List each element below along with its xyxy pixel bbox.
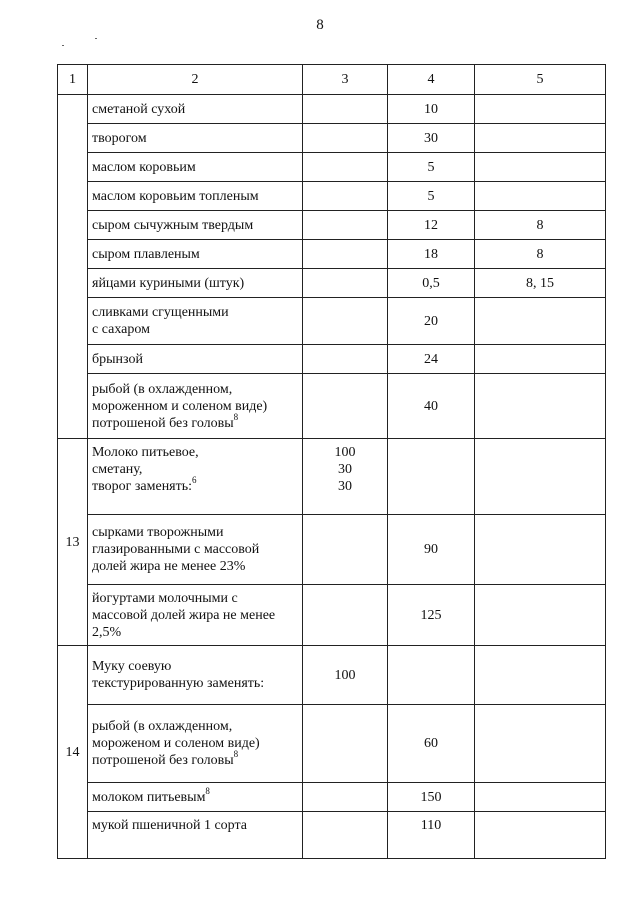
notes-cell [475, 374, 606, 439]
table-row [58, 182, 606, 211]
product-cell: брынзой [88, 345, 303, 374]
quantity-cell: 100 [303, 646, 388, 705]
quantity-cell [303, 298, 388, 345]
substitute-quantity-cell: 20 [388, 298, 475, 345]
notes-cell [475, 298, 606, 345]
product-cell: творогом [88, 124, 303, 153]
quantity-cell [303, 345, 388, 374]
nutrition-substitution-table [57, 64, 606, 859]
product-text: молоком питьевым [92, 789, 206, 805]
column-header: 1 [58, 65, 88, 95]
product-text: рыбой (в охлажденном, мороженом и соленом виде) потрошеной без головы [92, 719, 260, 768]
page-number: 8 [316, 17, 324, 33]
table-row [58, 269, 606, 298]
notes-cell [475, 515, 606, 585]
substitute-quantity-cell: 110 [388, 812, 475, 859]
product-cell: Муку соевую текстурированную заменять: [88, 646, 303, 705]
quantity-cell [303, 585, 388, 646]
product-cell: сметаной сухой [88, 95, 303, 124]
substitute-quantity-cell: 12 [388, 211, 475, 240]
notes-cell [475, 646, 606, 705]
substitute-quantity-cell: 125 [388, 585, 475, 646]
substitute-quantity-cell: 150 [388, 783, 475, 812]
table-row [58, 211, 606, 240]
table-row [58, 705, 606, 783]
notes-cell [475, 439, 606, 515]
product-cell [88, 439, 303, 515]
product-text: Молоко питьевое, сметану, творог заменять: [92, 445, 199, 494]
product-cell: яйцами куриными (штук) [88, 269, 303, 298]
quantity-cell [303, 124, 388, 153]
notes-cell [475, 345, 606, 374]
substitute-quantity-cell: 90 [388, 515, 475, 585]
quantity-cell [303, 153, 388, 182]
notes-cell [475, 124, 606, 153]
product-cell: сырками творожными глазированными с массовой долей жира не менее 23% [88, 515, 303, 585]
table-row [58, 240, 606, 269]
quantity-cell [303, 783, 388, 812]
footnote-marker: 8 [233, 749, 239, 760]
notes-cell: 8 [475, 211, 606, 240]
column-header: 4 [388, 65, 475, 95]
table-row [58, 783, 606, 812]
substitute-quantity-cell: 60 [388, 705, 475, 783]
substitute-quantity-cell: 30 [388, 124, 475, 153]
row-number-cell: 13 [58, 439, 88, 646]
column-header: 5 [475, 65, 606, 95]
table-row [58, 515, 606, 585]
substitute-quantity-cell: 5 [388, 153, 475, 182]
footnote-marker: 6 [192, 475, 197, 486]
notes-cell [475, 153, 606, 182]
table-row [58, 812, 606, 859]
table-header-row [58, 65, 606, 95]
product-cell: сливками сгущенными с сахаром [88, 298, 303, 345]
substitute-quantity-cell: 24 [388, 345, 475, 374]
scan-speck [62, 45, 64, 46]
notes-cell [475, 585, 606, 646]
quantity-cell: 100 30 30 [303, 439, 388, 515]
substitute-quantity-cell: 5 [388, 182, 475, 211]
notes-cell: 8 [475, 240, 606, 269]
quantity-cell [303, 515, 388, 585]
substitute-quantity-cell: 40 [388, 374, 475, 439]
product-cell [88, 374, 303, 439]
product-text: рыбой (в охлажденном, мороженном и соленом виде) потрошеной без головы [92, 381, 268, 431]
table-row [58, 124, 606, 153]
product-cell: маслом коровьим топленым [88, 182, 303, 211]
quantity-cell [303, 211, 388, 240]
notes-cell [475, 95, 606, 124]
column-header: 3 [303, 65, 388, 95]
product-cell: йогуртами молочными с массовой долей жира не менее 2,5% [88, 585, 303, 646]
column-header: 2 [88, 65, 303, 95]
product-cell [88, 705, 303, 783]
table-row [58, 585, 606, 646]
quantity-cell [303, 269, 388, 298]
quantity-cell [303, 374, 388, 439]
substitute-quantity-cell: 0,5 [388, 269, 475, 298]
quantity-cell [303, 705, 388, 783]
product-cell [88, 783, 303, 812]
quantity-cell [303, 182, 388, 211]
table-row [58, 153, 606, 182]
quantity-cell [303, 812, 388, 859]
notes-cell [475, 182, 606, 211]
table-row [58, 298, 606, 345]
product-cell: сыром сычужным твердым [88, 211, 303, 240]
notes-cell: 8, 15 [475, 269, 606, 298]
notes-cell [475, 705, 606, 783]
substitute-quantity-cell [388, 646, 475, 705]
notes-cell [475, 812, 606, 859]
table-row [58, 95, 606, 124]
table-row [58, 646, 606, 705]
table-row [58, 439, 606, 515]
row-number-cell [58, 95, 88, 439]
notes-cell [475, 783, 606, 812]
row-number-cell: 14 [58, 646, 88, 859]
product-cell: сыром плавленым [88, 240, 303, 269]
footnote-marker: 8 [205, 785, 210, 796]
substitute-quantity-cell [388, 439, 475, 515]
quantity-cell [303, 95, 388, 124]
product-cell: маслом коровьим [88, 153, 303, 182]
quantity-cell [303, 240, 388, 269]
substitute-quantity-cell: 18 [388, 240, 475, 269]
table-row [58, 374, 606, 439]
scan-speck [95, 38, 97, 39]
product-cell: мукой пшеничной 1 сорта [88, 812, 303, 859]
substitute-quantity-cell: 10 [388, 95, 475, 124]
table-row [58, 345, 606, 374]
footnote-marker: 8 [233, 411, 239, 422]
